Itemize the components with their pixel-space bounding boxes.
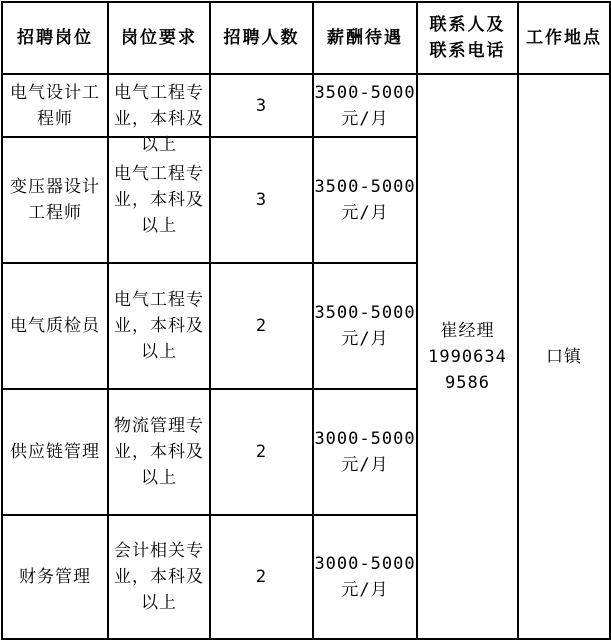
header-salary: 薪酬待遇 (313, 2, 417, 74)
position-cell: 电气设计工程师 (2, 74, 108, 137)
count-cell: 3 (210, 74, 313, 137)
table-header-row (2, 2, 610, 74)
header-count: 招聘人数 (210, 2, 313, 74)
requirement-cell: 物流管理专业，本科及以上 (108, 389, 210, 515)
requirement-text: 电气工程专业，本科及以上 (114, 82, 204, 155)
salary-cell: 3500-5000元/月 (313, 137, 417, 263)
position-cell: 财务管理 (2, 515, 108, 639)
contact-name: 崔经理 (440, 320, 495, 341)
header-position: 招聘岗位 (2, 2, 108, 74)
header-location: 工作地点 (518, 2, 610, 74)
requirement-cell: 电气工程专业，本科及以上 (108, 263, 210, 389)
contact-phone: 19906349586 (428, 346, 507, 393)
header-contact: 联系人及联系电话 (417, 2, 518, 74)
position-cell: 电气质检员 (2, 263, 108, 389)
requirement-cell (108, 74, 210, 155)
requirement-cell: 会计相关专业，本科及以上 (108, 515, 210, 639)
salary-cell: 3000-5000元/月 (313, 515, 417, 639)
salary-cell: 3500-5000元/月 (313, 74, 417, 137)
table-row (2, 74, 610, 137)
count-cell: 3 (210, 137, 313, 263)
position-cell: 供应链管理 (2, 389, 108, 515)
salary-cell: 3000-5000元/月 (313, 389, 417, 515)
count-cell: 2 (210, 389, 313, 515)
requirement-cell: 电气工程专业，本科及以上 (108, 137, 210, 263)
salary-cell: 3500-5000元/月 (313, 263, 417, 389)
count-cell: 2 (210, 515, 313, 639)
recruitment-table (1, 1, 611, 640)
header-requirement: 岗位要求 (108, 2, 210, 74)
contact-cell (417, 74, 518, 639)
position-cell: 变压器设计工程师 (2, 137, 108, 263)
location-cell: 口镇 (518, 74, 610, 639)
count-cell: 2 (210, 263, 313, 389)
